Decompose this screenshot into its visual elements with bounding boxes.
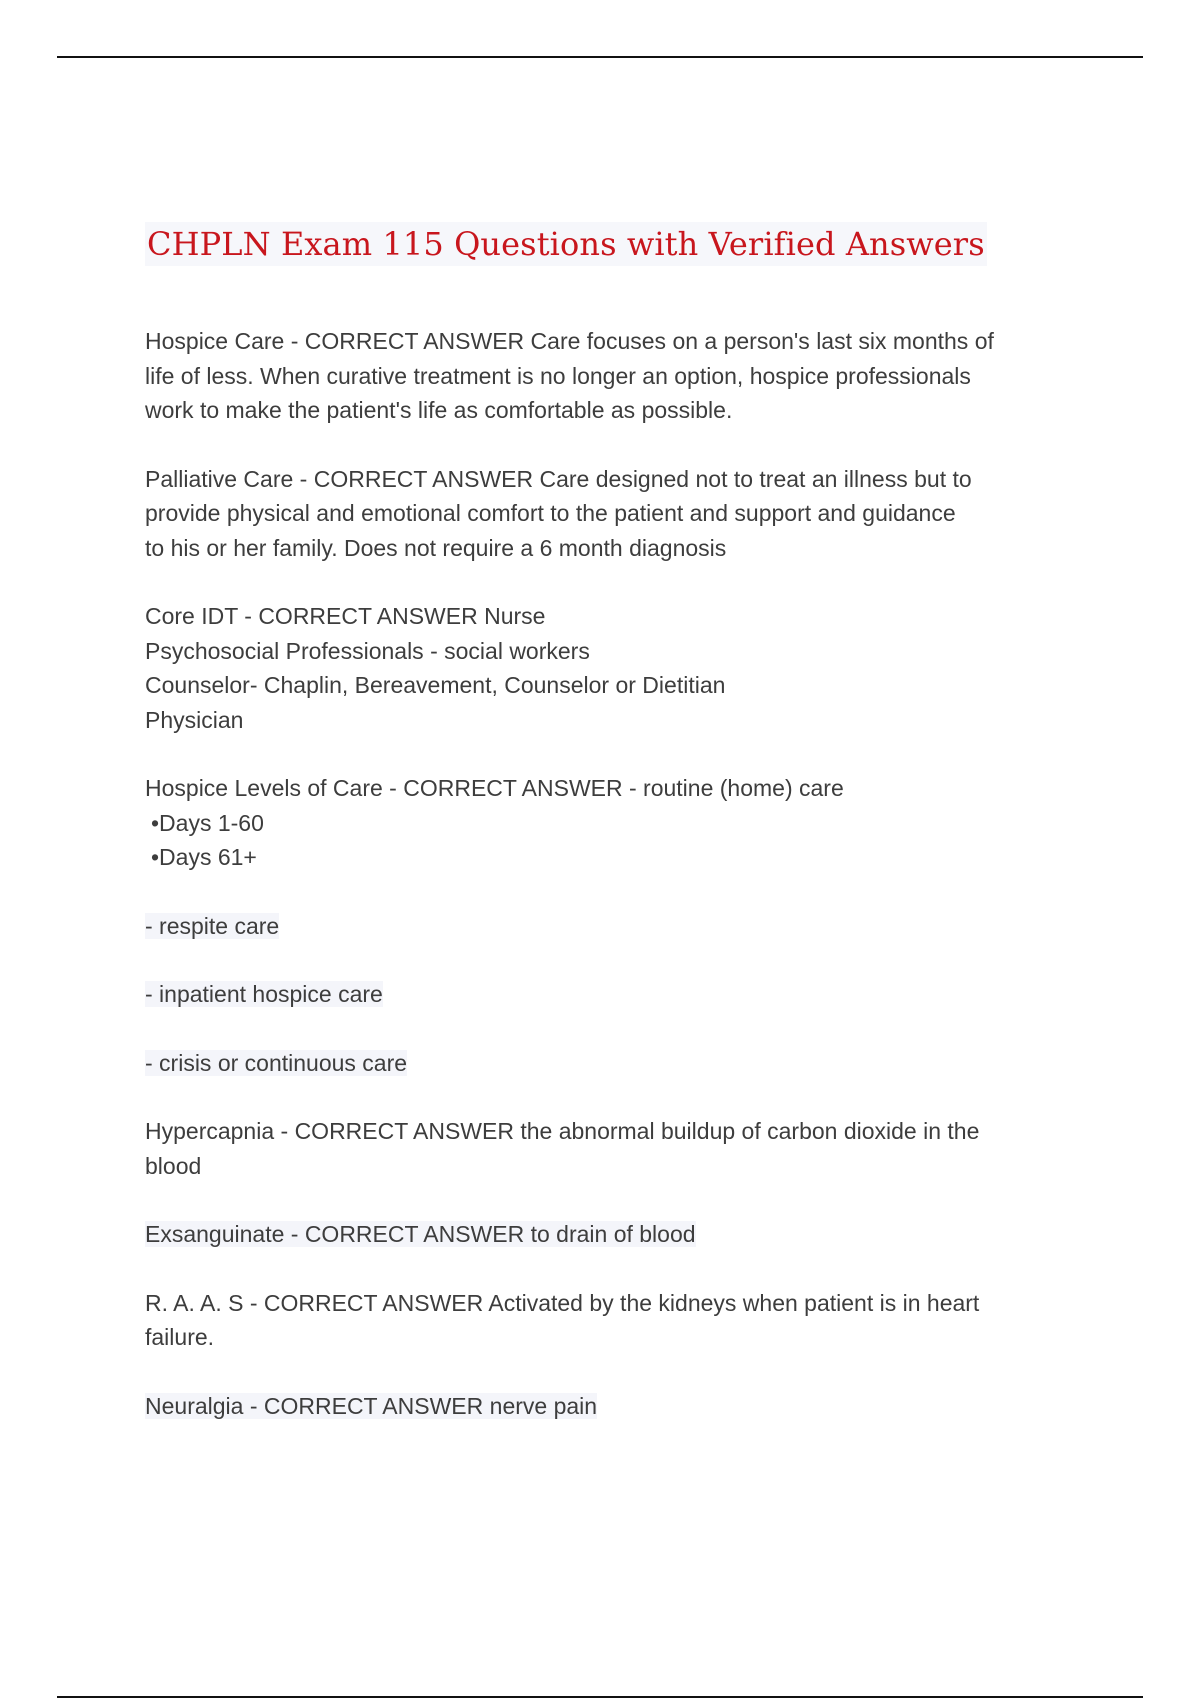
entry-line: life of less. When curative treatment is no longer an option, hospice professionals: [145, 362, 971, 389]
entry-text: [145, 1217, 1085, 1252]
entry-hypercapnia: [145, 1114, 1085, 1183]
entry-line: Hypercapnia - CORRECT ANSWER the abnormal buildup of carbon dioxide in the: [145, 1118, 980, 1144]
entry-text: [145, 324, 1085, 428]
entry-hospice-care: [145, 324, 1085, 428]
entry-neuralgia: [145, 1389, 1085, 1424]
document-title: CHPLN Exam 115 Questions with Verified Answers: [145, 222, 987, 266]
entry-text: [145, 462, 1085, 566]
entry-line: Exsanguinate - CORRECT ANSWER to drain of blood: [145, 1221, 696, 1247]
bullet-item: •Days 61+: [151, 844, 257, 870]
entry-text: [145, 1389, 1085, 1424]
entry-line: Neuralgia - CORRECT ANSWER nerve pain: [145, 1392, 598, 1419]
entry-line: Palliative Care - CORRECT ANSWER Care designed not to treat an illness but to: [145, 465, 972, 492]
footer-rule: [57, 1696, 1143, 1698]
entry-line: Hospice Care - CORRECT ANSWER Care focuses on a person's last six months of: [145, 328, 994, 354]
entry-line: blood: [145, 1152, 202, 1179]
document-page: [145, 222, 1085, 1457]
entry-text: [145, 977, 1085, 1012]
entry-text: [145, 1114, 1085, 1183]
entry-crisis-care: [145, 1046, 1085, 1081]
header-rule: [57, 56, 1143, 58]
entry-line: Physician: [145, 706, 244, 733]
entry-core-idt: [145, 599, 1085, 737]
entry-line: provide physical and emotional comfort to the patient and support and guidance: [145, 500, 956, 526]
entry-line: - inpatient hospice care: [145, 981, 383, 1007]
entry-palliative-care: [145, 462, 1085, 566]
entry-line: to his or her family. Does not require a 6 month diagnosis: [145, 534, 727, 561]
entry-raas: [145, 1286, 1085, 1355]
entry-line: failure.: [145, 1324, 215, 1350]
entry-line: work to make the patient's life as comfortable as possible.: [145, 397, 733, 423]
entry-text: [145, 909, 1085, 944]
entry-text: [145, 771, 1085, 875]
entry-line: Hospice Levels of Care - CORRECT ANSWER - routine (home) care: [145, 775, 844, 801]
entry-line: - crisis or continuous care: [145, 1049, 408, 1076]
entry-exsanguinate: [145, 1217, 1085, 1252]
entry-text: [145, 599, 1085, 737]
entry-line: - respite care: [145, 912, 280, 939]
bullet-item: •Days 1-60: [151, 809, 264, 836]
entry-text: [145, 1046, 1085, 1081]
entry-line: R. A. A. S - CORRECT ANSWER Activated by the kidneys when patient is in heart: [145, 1289, 980, 1316]
entry-text: [145, 1286, 1085, 1355]
entry-respite-care: [145, 909, 1085, 944]
entry-hospice-levels-of-care: [145, 771, 1085, 875]
entry-line: Core IDT - CORRECT ANSWER Nurse: [145, 603, 546, 629]
entry-inpatient-hospice-care: [145, 977, 1085, 1012]
entry-line: Counselor- Chaplin, Bereavement, Counselor or Dietitian: [145, 672, 726, 698]
entry-line: Psychosocial Professionals - social workers: [145, 637, 590, 664]
